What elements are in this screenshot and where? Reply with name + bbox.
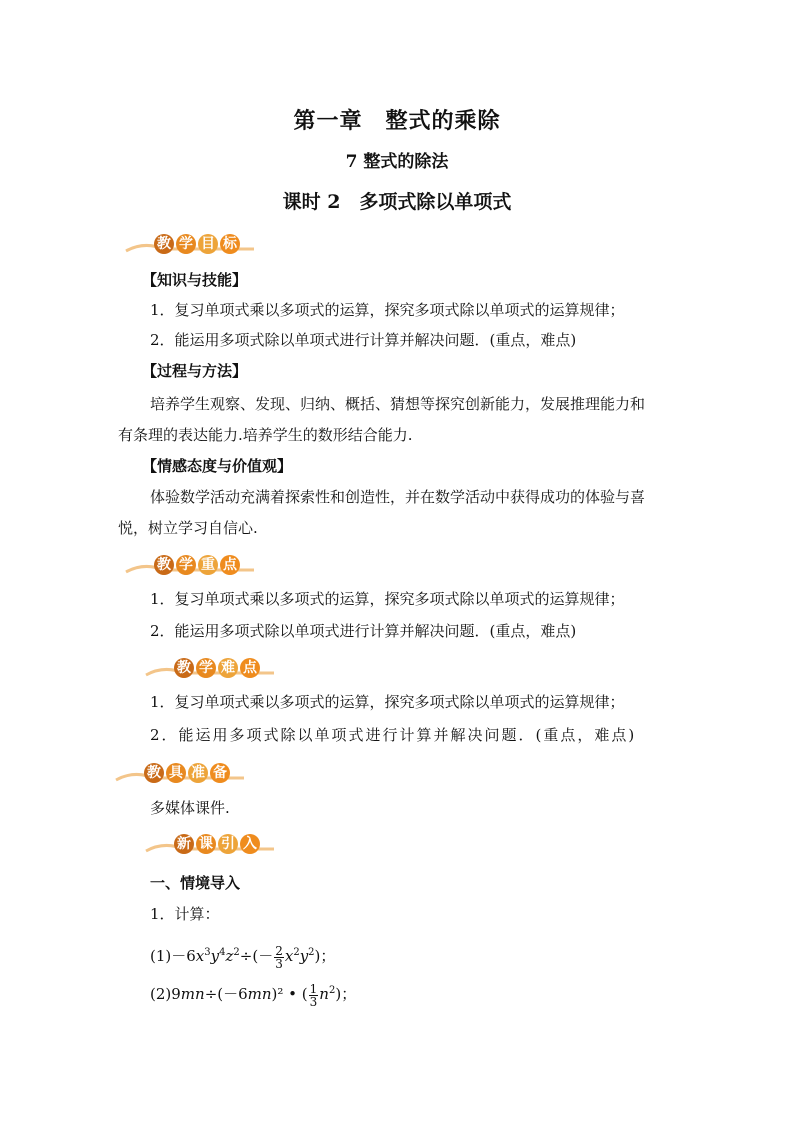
knowledge-item-2: 2．能运用多项式除以单项式进行计算并解决问题．(重点，难点) [150, 331, 577, 349]
expr2-fraction [309, 983, 319, 1008]
expr1-prefix: (1)－6 [150, 947, 196, 965]
badge-new-lesson-intro [144, 831, 284, 857]
intro-subheading: 一、情境导入 [150, 874, 241, 892]
materials-text: 多媒体课件. [150, 799, 230, 817]
attitude-line-1: 体验数学活动充满着探索性和创造性，并在数学活动中获得成功的体验与喜 [150, 488, 646, 506]
badge-char: 引 [218, 834, 238, 854]
badge-char: 教 [154, 555, 174, 575]
badge-char: 重 [198, 555, 218, 575]
badge-char: 教 [174, 658, 194, 678]
difficulty-1: 1．复习单项式乘以多项式的运算，探究多项式除以单项式的运算规律； [150, 693, 625, 711]
expr2-suffix: )； [335, 985, 357, 1003]
expression-1: $(1)-6x^3y^4z^2\div(-$ $\frac{2}{3}$ $x^2y^2$)； [150, 943, 336, 971]
expr1-suffix: )； [314, 947, 336, 965]
badge-char: 入 [240, 834, 260, 854]
expr2-mid: ÷(－6 [204, 985, 248, 1003]
process-line-2: 有条理的表达能力.培养学生的数形结合能力. [118, 426, 413, 444]
badge-char: 目 [198, 234, 218, 254]
lesson-title: 课时 2 多项式除以单项式 [282, 191, 512, 213]
expr2-dot: )² • ( [271, 985, 308, 1003]
attitude-heading: 【情感态度与价值观】 [142, 457, 293, 475]
key-point-2: 2．能运用多项式除以单项式进行计算并解决问题．(重点，难点) [150, 622, 577, 640]
fraction-denominator: 3 [309, 994, 318, 1009]
badge-char: 具 [166, 763, 186, 783]
process-line-1: 培养学生观察、发现、归纳、概括、猜想等探究创新能力，发展推理能力和 [150, 395, 646, 413]
badge-char: 新 [174, 834, 194, 854]
key-point-1: 1．复习单项式乘以多项式的运算，探究多项式除以单项式的运算规律； [150, 590, 625, 608]
badge-difficulties [144, 655, 284, 681]
expr1-fraction [274, 945, 284, 970]
expr1-div: ÷(－ [239, 947, 274, 965]
badge-char: 课 [196, 834, 216, 854]
difficulty-2: 2．能运用多项式除以单项式进行计算并解决问题．(重点，难点) [150, 726, 637, 744]
badge-char: 学 [196, 658, 216, 678]
badge-teaching-objectives [124, 231, 264, 257]
section-title: 7 整式的除法 [345, 152, 449, 172]
knowledge-item-1: 1．复习单项式乘以多项式的运算，探究多项式除以单项式的运算规律； [150, 301, 625, 319]
attitude-line-2: 悦，树立学习自信心. [118, 519, 258, 537]
intro-task: 1．计算： [150, 905, 220, 923]
badge-char: 点 [220, 555, 240, 575]
badge-char: 难 [218, 658, 238, 678]
fraction-denominator: 3 [275, 956, 283, 971]
fraction-numerator: 1 [309, 981, 318, 996]
chapter-title: 第一章 整式的乘除 [293, 108, 501, 134]
badge-char: 学 [176, 234, 196, 254]
badge-char: 备 [210, 763, 230, 783]
badge-key-points [124, 552, 264, 578]
badge-char: 学 [176, 555, 196, 575]
badge-char: 准 [188, 763, 208, 783]
expr2-prefix: (2)9 [150, 985, 181, 1003]
knowledge-heading: 【知识与技能】 [142, 271, 248, 289]
expression-2: (2)9mn÷(－6mn)² • ( $\frac{1}{3}$ $n^2$)； [150, 981, 357, 1009]
process-heading: 【过程与方法】 [142, 362, 248, 380]
badge-char: 标 [220, 234, 240, 254]
badge-char: 教 [144, 763, 164, 783]
fraction-numerator: 2 [275, 943, 283, 958]
badge-materials [114, 760, 254, 786]
badge-char: 点 [240, 658, 260, 678]
badge-char: 教 [154, 234, 174, 254]
